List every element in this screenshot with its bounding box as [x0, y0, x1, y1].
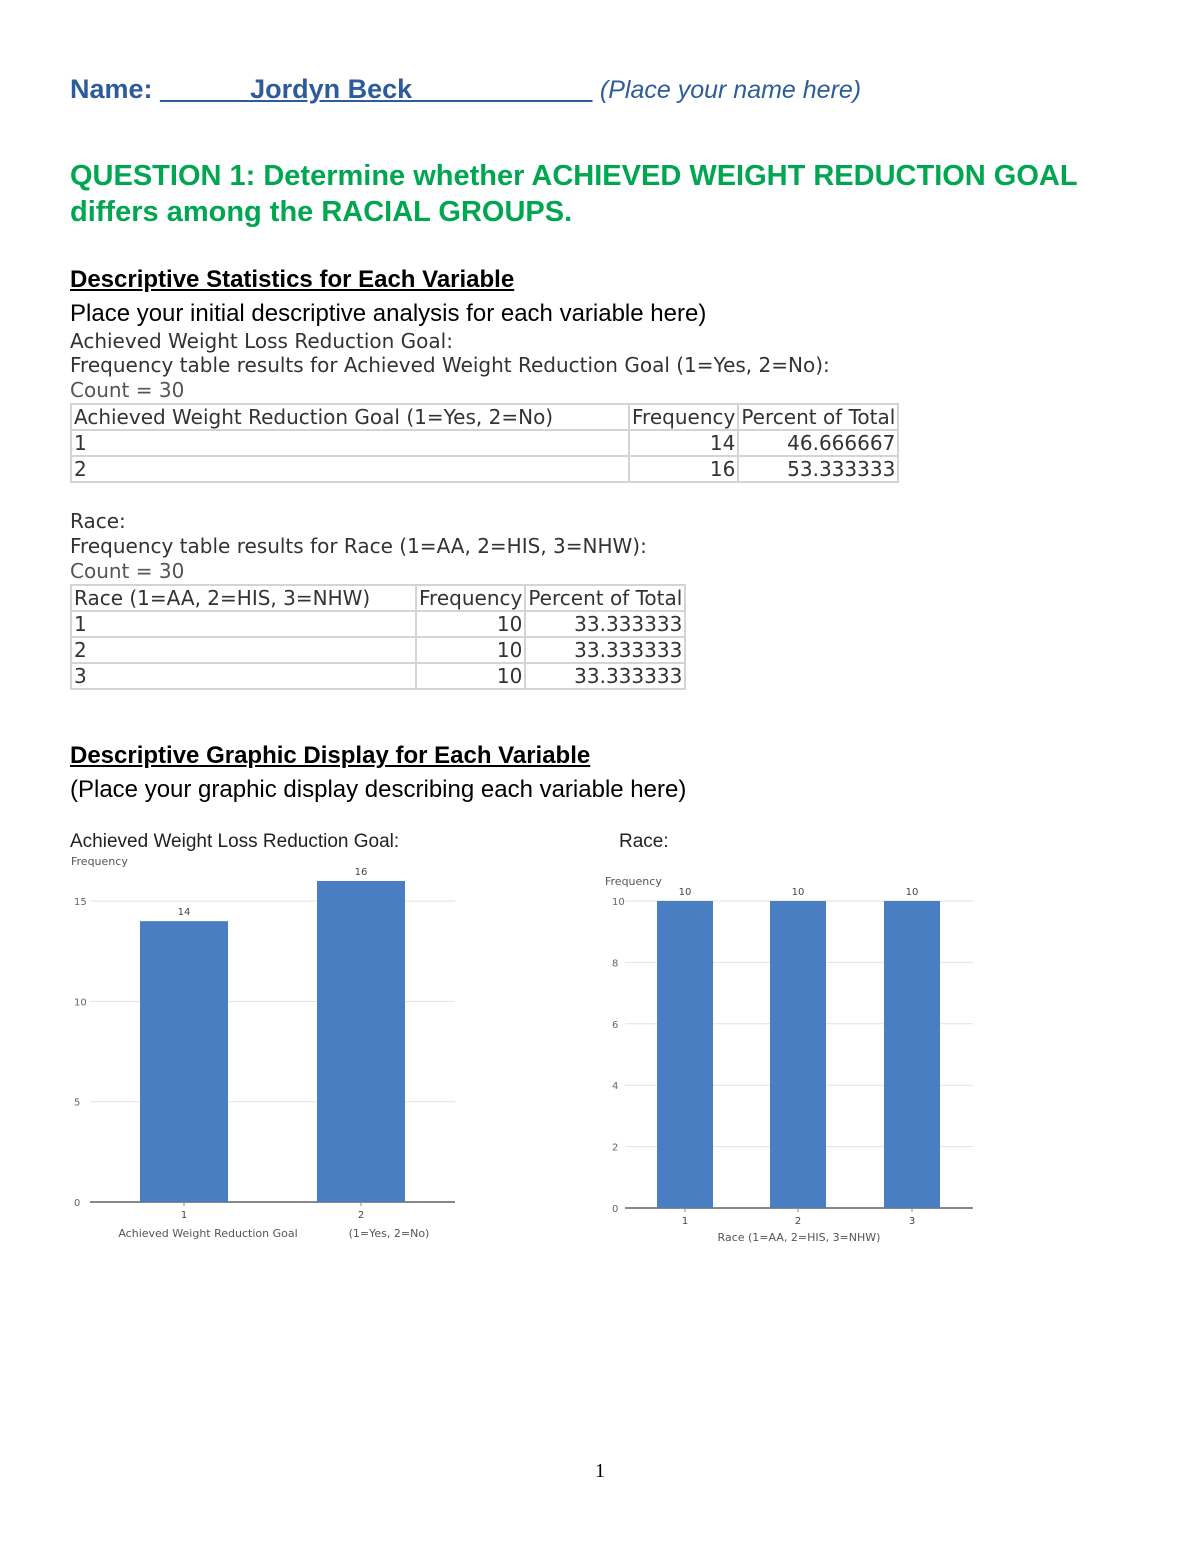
table-cell: 53.333333 — [738, 456, 898, 482]
x-axis-label: (1=Yes, 2=No) — [348, 1227, 430, 1240]
y-tick-label: 8 — [612, 958, 619, 970]
chart-left-label: Achieved Weight Loss Reduction Goal: — [70, 831, 400, 852]
stats-section-subtitle: Place your initial descriptive analysis for each variable here) — [70, 300, 707, 327]
x-axis-label: Achieved Weight Reduction Goal — [118, 1227, 298, 1240]
y-tick-label: 10 — [612, 897, 625, 908]
table-cell: 10 — [416, 611, 525, 637]
weight-goal-results-title: Frequency table results for Achieved Weight Reduction Goal (1=Yes, 2=No): — [70, 353, 830, 377]
table-cell: 16 — [629, 456, 738, 482]
x-tick-label: 3 — [908, 1216, 916, 1227]
table-cell: 2 — [71, 456, 629, 482]
question-heading: QUESTION 1: Determine whether ACHIEVED WEIGHT REDUCTION GOAL differs among the RACIAL GROUPS. — [70, 160, 1078, 228]
table-row — [71, 430, 898, 456]
race-count: Count = 30 — [70, 559, 185, 583]
table-cell: 33.333333 — [525, 637, 685, 663]
race-bar-chart — [600, 850, 1200, 1250]
column-header: Percent of Total — [525, 585, 685, 611]
data-label: 16 — [354, 867, 368, 878]
table-header-row — [71, 585, 685, 611]
y-tick-label: 15 — [74, 897, 87, 909]
table-cell: 2 — [71, 637, 416, 663]
table-cell: 10 — [416, 663, 525, 689]
x-tick-label: 2 — [794, 1216, 802, 1227]
column-header: Frequency — [416, 585, 525, 611]
weight-goal-count: Count = 30 — [70, 378, 185, 402]
y-axis-label: Frequency — [71, 855, 128, 868]
y-tick-label: 0 — [74, 1198, 81, 1209]
y-tick-label: 6 — [612, 1019, 619, 1031]
weight-goal-frequency-table — [70, 403, 899, 483]
y-tick-label: 10 — [74, 997, 87, 1009]
weight-goal-bar-chart — [0, 850, 600, 1250]
race-title: Race: — [70, 509, 126, 533]
data-label: 10 — [791, 887, 805, 898]
y-tick-label: 5 — [74, 1097, 81, 1109]
table-row — [71, 663, 685, 689]
bar — [657, 901, 713, 1208]
y-axis-label: Frequency — [605, 875, 662, 888]
graphic-section-subtitle: (Place your graphic display describing each variable here) — [70, 776, 687, 803]
column-header: Achieved Weight Reduction Goal (1=Yes, 2=No) — [71, 404, 629, 430]
graphic-section-heading: Descriptive Graphic Display for Each Variable — [70, 742, 591, 769]
column-header: Frequency — [629, 404, 738, 430]
stats-section-heading: Descriptive Statistics for Each Variable — [70, 266, 515, 293]
name-hint: (Place your name here) — [599, 76, 862, 104]
x-tick-label: 2 — [357, 1210, 365, 1221]
table-header-row — [71, 404, 898, 430]
chart-right-label: Race: — [619, 831, 669, 852]
name-label: Name: — [70, 74, 161, 104]
y-tick-label: 4 — [612, 1081, 619, 1093]
table-row — [71, 637, 685, 663]
x-tick-label: 1 — [681, 1216, 689, 1227]
table-cell: 10 — [416, 637, 525, 663]
table-cell: 3 — [71, 663, 416, 689]
column-header: Percent of Total — [738, 404, 898, 430]
page-number: 1 — [595, 1460, 605, 1482]
data-label: 14 — [177, 907, 191, 919]
race-results-title: Frequency table results for Race (1=AA, 2=HIS, 3=NHW): — [70, 534, 647, 558]
table-cell: 33.333333 — [525, 663, 685, 689]
table-cell: 14 — [629, 430, 738, 456]
bar — [884, 901, 940, 1208]
x-axis-label: Race (1=AA, 2=HIS, 3=NHW) — [717, 1231, 881, 1244]
bar — [770, 901, 826, 1208]
name-value[interactable]: ______Jordyn Beck____________ — [160, 74, 593, 104]
table-row — [71, 611, 685, 637]
table-row — [71, 456, 898, 482]
name-line — [70, 74, 861, 105]
table-cell: 33.333333 — [525, 611, 685, 637]
weight-goal-title: Achieved Weight Loss Reduction Goal: — [70, 329, 453, 353]
data-label: 10 — [678, 887, 692, 898]
bar — [140, 921, 228, 1202]
x-tick-label: 1 — [180, 1210, 188, 1221]
table-cell: 1 — [71, 611, 416, 637]
race-frequency-table — [70, 584, 686, 690]
data-label: 10 — [905, 887, 919, 898]
table-cell: 46.666667 — [738, 430, 898, 456]
column-header: Race (1=AA, 2=HIS, 3=NHW) — [71, 585, 416, 611]
y-tick-label: 2 — [612, 1142, 619, 1154]
y-tick-label: 0 — [612, 1204, 619, 1215]
bar — [317, 881, 405, 1202]
table-cell: 1 — [71, 430, 629, 456]
